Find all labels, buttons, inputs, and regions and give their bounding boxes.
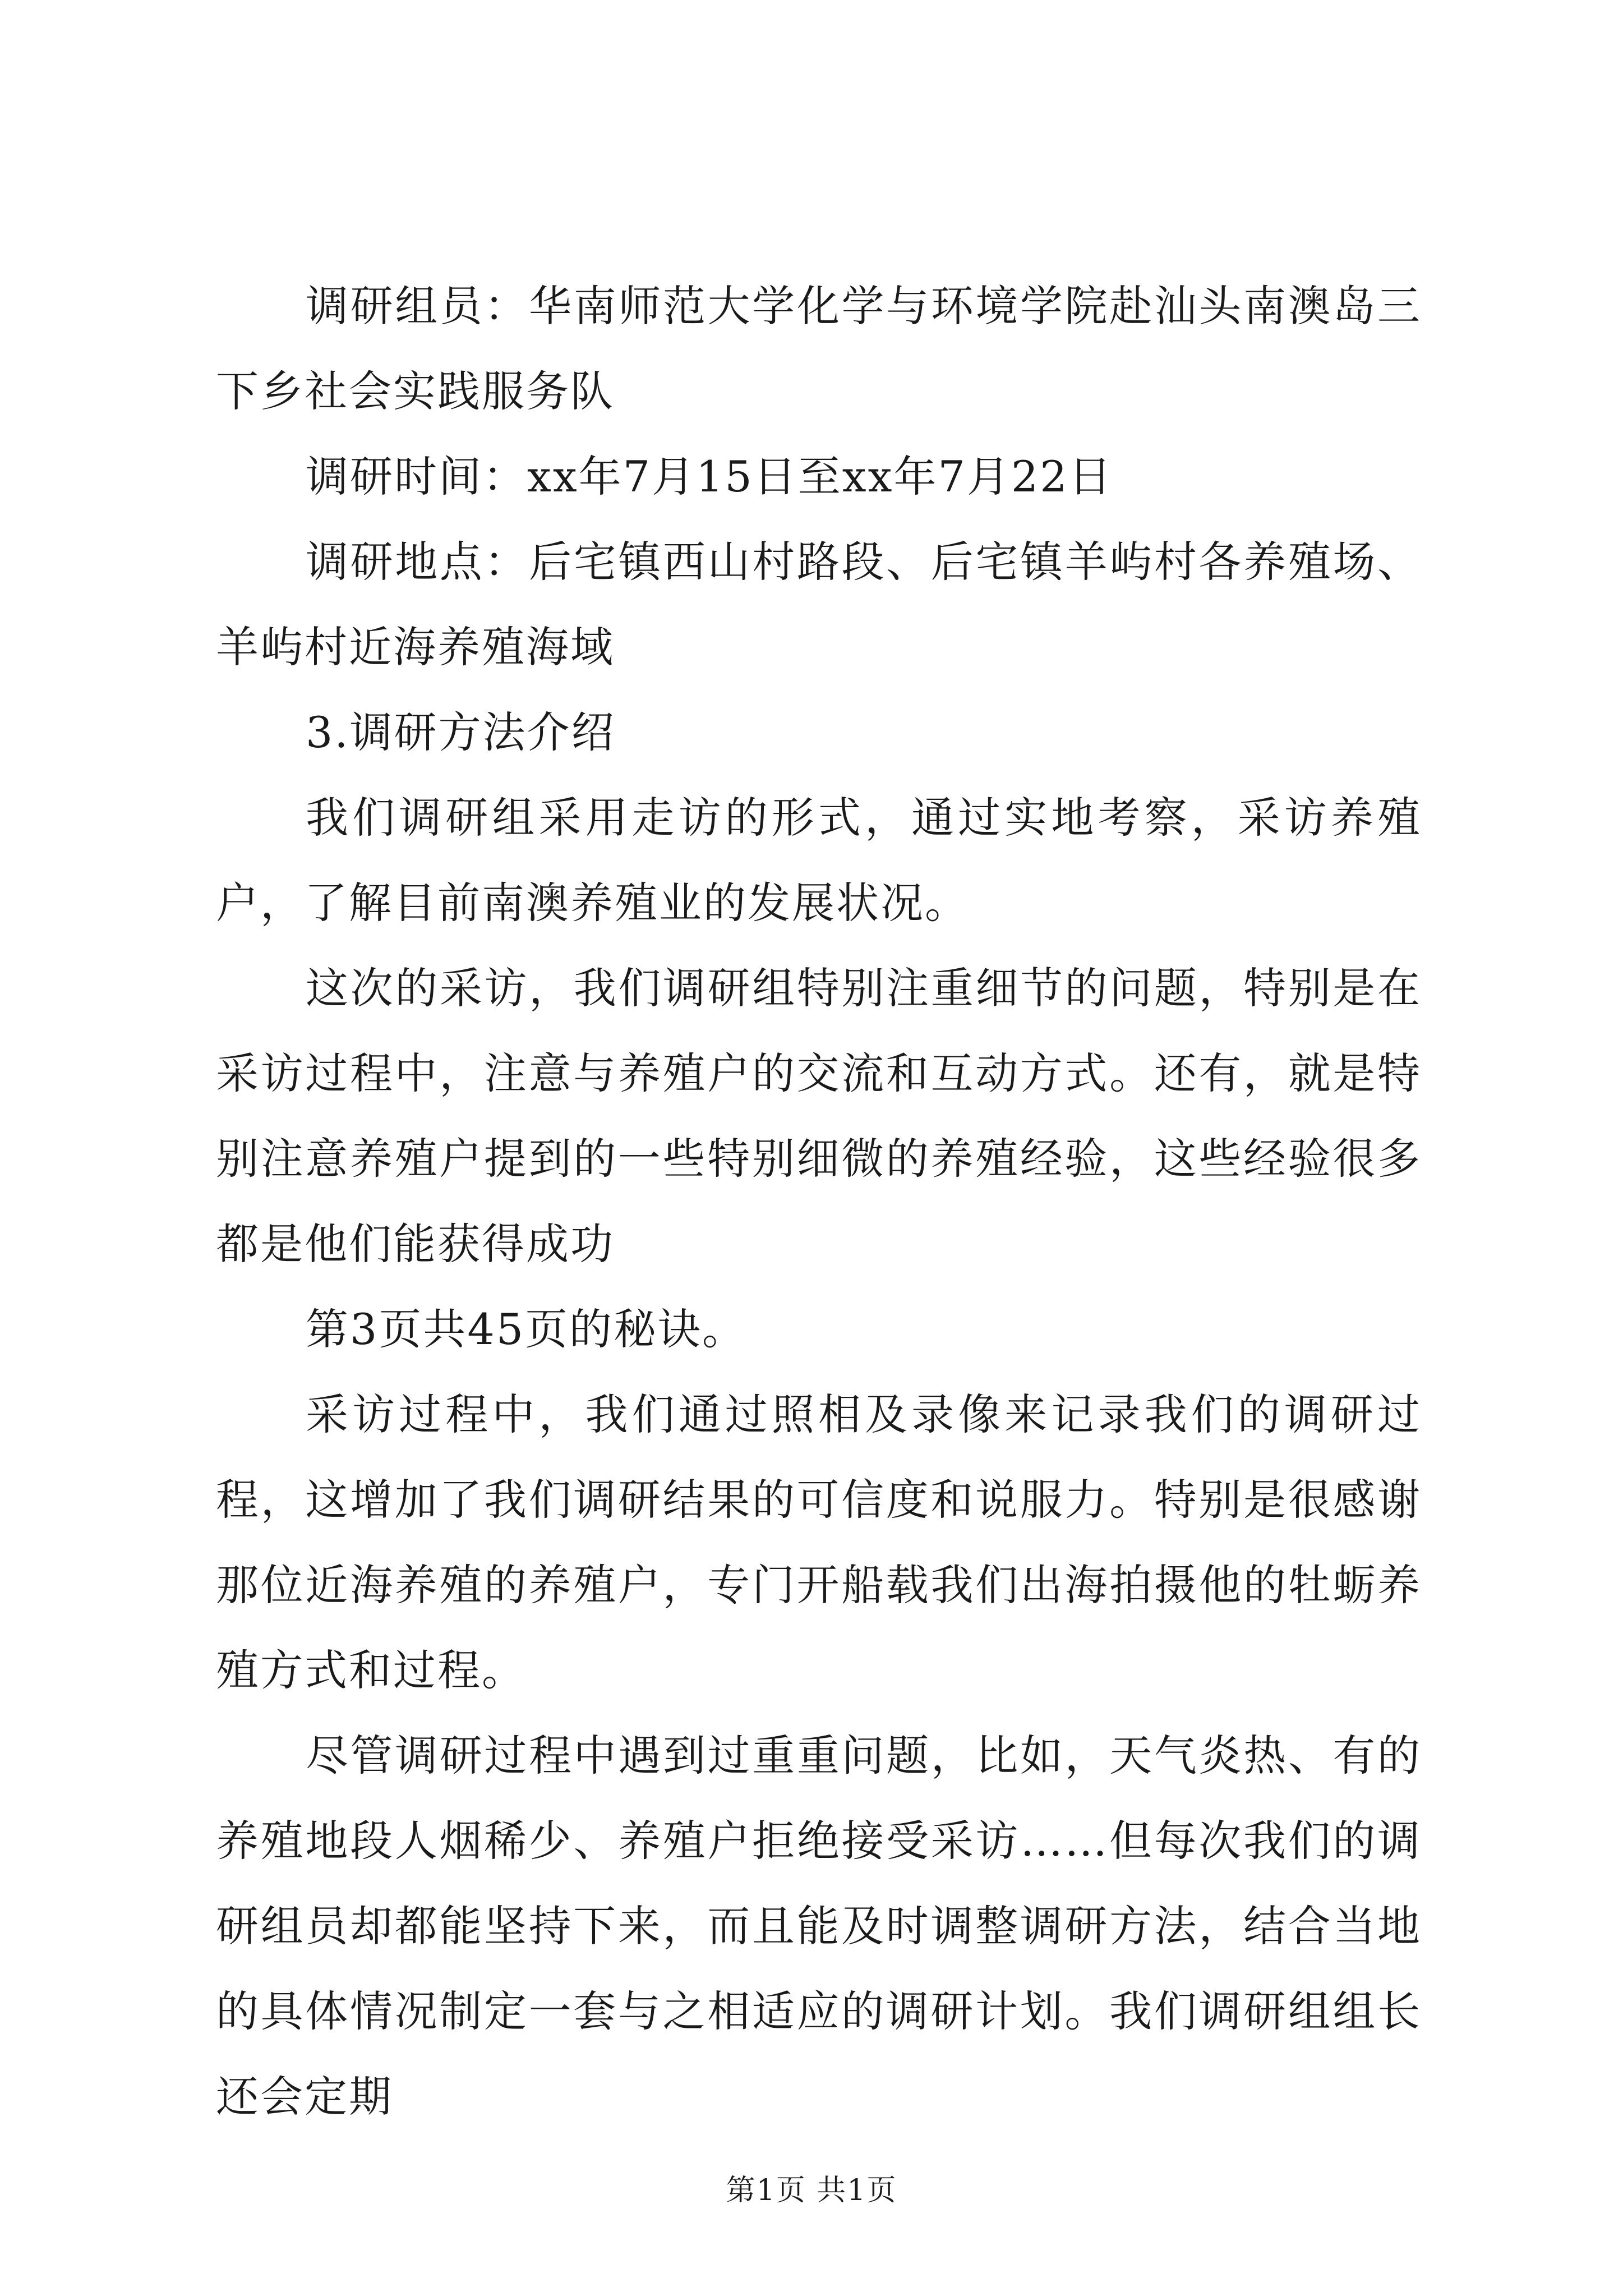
section-heading-methods: 3.调研方法介绍 [306, 707, 616, 757]
paragraph-time: 调研时间：xx年7月15日至xx年7月22日 [306, 452, 1113, 501]
paragraph-method-intro: 我们调研组采用走访的形式，通过实地考察，采访养殖户，了解目前南澳养殖业的发展状况。 [216, 793, 1422, 928]
paragraph-difficulties: 尽管调研过程中遇到过重重问题，比如，天气炎热、有的养殖地段人烟稀少、养殖户拒绝接受采访……但每次我们的调研组员却都能坚持下来，而且能及时调整调研方法，结合当地的具体情况制定一套与之相适应的调研计划。我们调研组组长还会定期 [216, 1731, 1422, 2122]
paragraph-page-note: 第3页共45页的秘诀。 [306, 1304, 747, 1354]
document-body [216, 264, 1422, 2139]
paragraph-members: 调研组员：华南师范大学化学与环境学院赴汕头南澳岛三下乡社会实践服务队 [216, 281, 1422, 416]
paragraph-location: 调研地点：后宅镇西山村路段、后宅镇羊屿村各养殖场、羊屿村近海养殖海域 [216, 537, 1422, 672]
paragraph-recording: 采访过程中，我们通过照相及录像来记录我们的调研过程，这增加了我们调研结果的可信度和说服力。特别是很感谢那位近海养殖的养殖户，专门开船载我们出海拍摄他的牡蛎养殖方式和过程。 [216, 1389, 1422, 1695]
paragraph-interview-details: 这次的采访，我们调研组特别注重细节的问题，特别是在采访过程中，注意与养殖户的交流和互动方式。还有，就是特别注意养殖户提到的一些特别细微的养殖经验，这些经验很多都是他们能获得成功 [216, 963, 1422, 1269]
page-footer: 第1页 共1页 [726, 2174, 897, 2207]
